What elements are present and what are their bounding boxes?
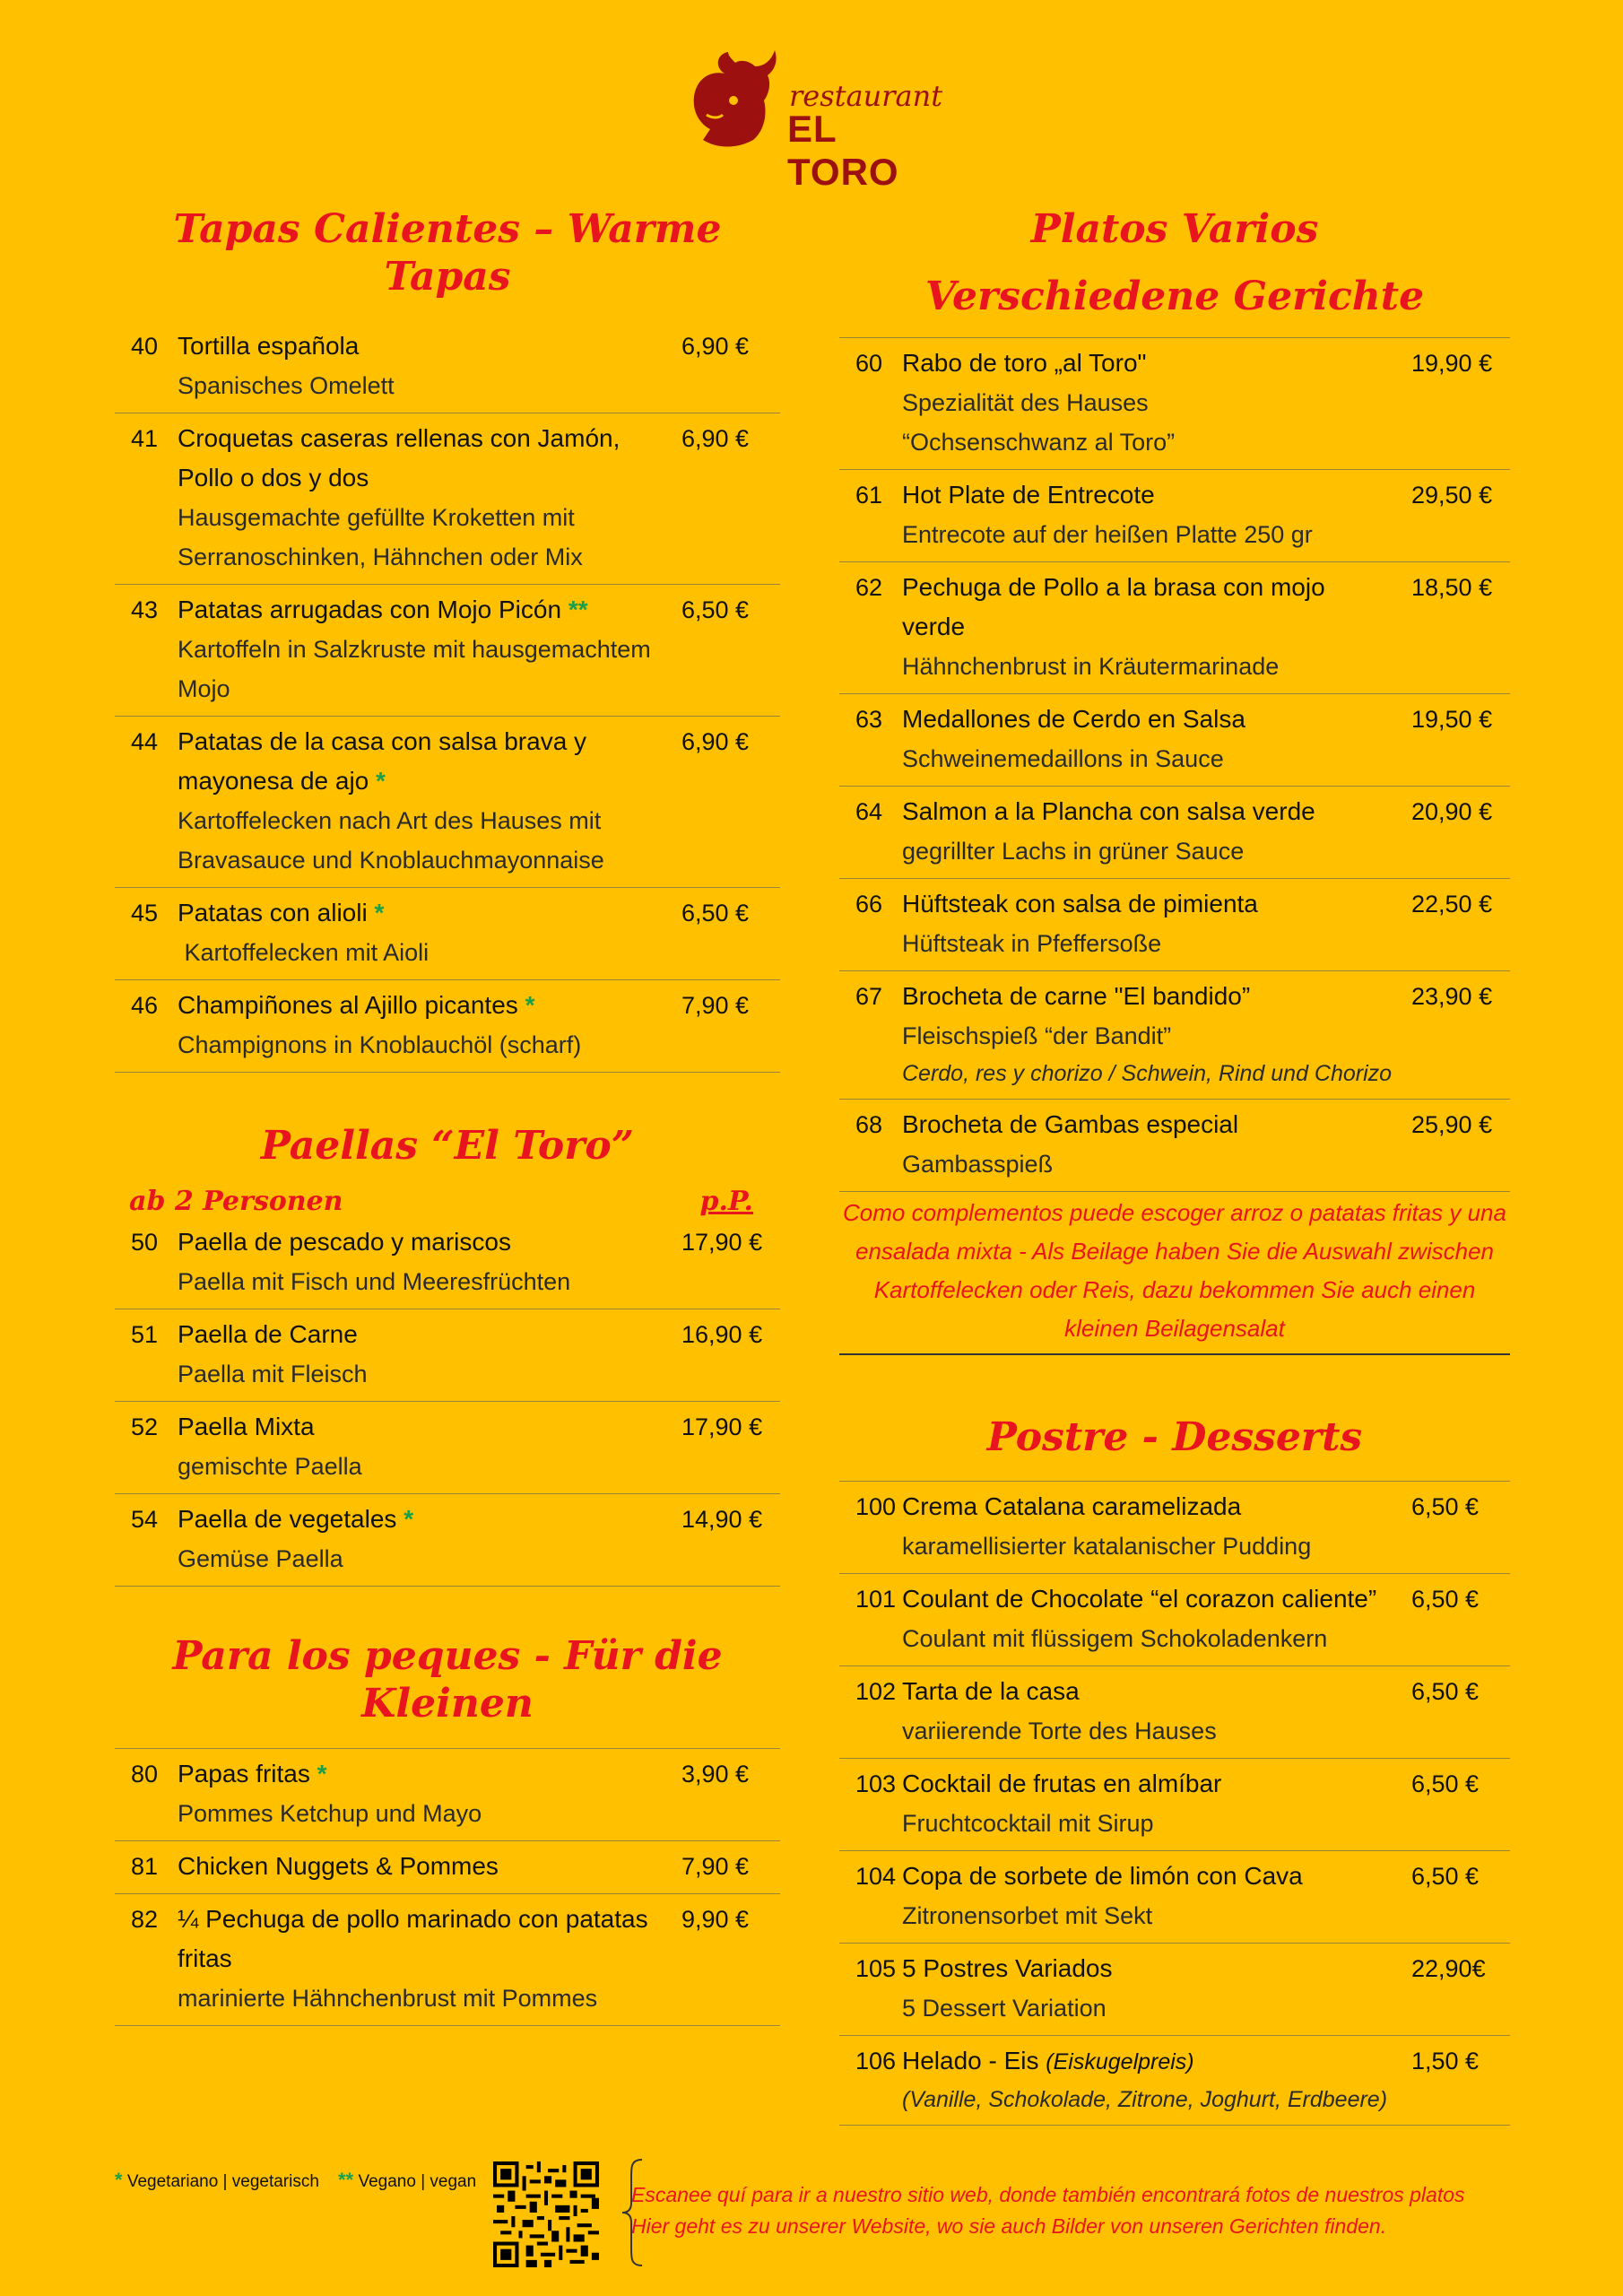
- item-name-line: [178, 1222, 664, 1262]
- item-text: [902, 1672, 1393, 1751]
- item-name: ¼ Pechuga de pollo marinado con patatas fritas: [178, 1904, 648, 1972]
- item-text: [902, 1857, 1393, 1935]
- qr-code-icon: [493, 2161, 599, 2267]
- item-price: 22,50 €: [1411, 890, 1493, 918]
- menu-item: [115, 717, 780, 888]
- left-column: [115, 206, 780, 2026]
- qr-code[interactable]: [493, 2161, 599, 2267]
- item-description: Paella mit Fisch und Meeresfrüchten: [178, 1268, 571, 1296]
- item-name-line: [902, 1579, 1393, 1619]
- item-price: 6,90 €: [681, 727, 750, 755]
- item-number: 68: [855, 1110, 883, 1138]
- item-text: [178, 1222, 664, 1301]
- item-text: [902, 475, 1393, 554]
- desserts-title: Postre - Desserts: [986, 1413, 1363, 1460]
- website-note-es: Escanee quí para ir a nuestro sitio web, donde también encontrará fotos de nuestros platos: [631, 2183, 1465, 2206]
- item-price: 20,90 €: [1411, 797, 1493, 825]
- item-name-line: [902, 1949, 1393, 1988]
- menu-item: [115, 1309, 780, 1402]
- item-description: Spanisches Omelett: [178, 371, 395, 399]
- item-description: Hähnchenbrust in Kräutermarinade: [902, 652, 1280, 680]
- item-description: variierende Torte des Hauses: [902, 1718, 1217, 1745]
- item-number: 105: [855, 1955, 897, 1983]
- platos-list: [839, 337, 1510, 1192]
- item-description: “Ochsenschwanz al Toro”: [902, 428, 1176, 456]
- item-price: 6,50 €: [1411, 1863, 1480, 1891]
- item-number: 67: [855, 982, 883, 1010]
- menu-item: [115, 413, 780, 585]
- item-name-line: [178, 1847, 664, 1886]
- paellas-subhead: [115, 1186, 780, 1217]
- item-name: Patatas con alioli: [178, 898, 368, 926]
- menu-item: [839, 879, 1510, 971]
- item-name-line: [178, 1500, 664, 1539]
- item-price: 6,50 €: [1411, 1678, 1480, 1706]
- menu-item: [839, 470, 1510, 562]
- item-price: 23,90 €: [1411, 982, 1493, 1010]
- item-description: Hüftsteak in Pfeffersoße: [902, 929, 1162, 957]
- item-description: Gemüse Paella: [178, 1545, 343, 1573]
- vegetarian-mark: *: [317, 1759, 327, 1787]
- item-price: 3,90 €: [681, 1760, 750, 1787]
- menu-item: [115, 585, 780, 717]
- vegetarian-mark: *: [374, 898, 385, 926]
- item-price: 6,50 €: [681, 899, 750, 926]
- item-name: Paella de Carne: [178, 1320, 358, 1349]
- item-price: 1,50 €: [1411, 2048, 1480, 2075]
- vegan-label: Vegano | vegan: [358, 2172, 477, 2191]
- menu-item: [115, 321, 780, 413]
- menu-item: [839, 1944, 1510, 2036]
- item-name-line: [178, 986, 664, 1025]
- menu-item: [839, 1482, 1510, 1574]
- item-name: Pechuga de Pollo a la brasa con mojo verde: [902, 572, 1325, 640]
- item-price: 17,90 €: [681, 1229, 763, 1257]
- menu-item: [839, 1574, 1510, 1666]
- item-name-line: [178, 1754, 664, 1794]
- item-price: 25,90 €: [1411, 1110, 1493, 1138]
- logo-line2: EL TORO: [787, 108, 899, 193]
- item-text: [902, 884, 1393, 963]
- item-number: 52: [131, 1413, 159, 1441]
- item-text: [902, 568, 1393, 686]
- item-name: Paella de vegetales: [178, 1505, 397, 1534]
- item-name: Patatas arrugadas con Mojo Picón: [178, 595, 562, 623]
- item-name: Chicken Nuggets & Pommes: [178, 1851, 499, 1880]
- item-name: Cocktail de frutas en almíbar: [902, 1770, 1222, 1798]
- item-text: [178, 893, 664, 972]
- paellas-persons: ab 2 Personen: [129, 1186, 343, 1218]
- item-price: 22,90€: [1411, 1955, 1486, 1983]
- item-description: gemischte Paella: [178, 1453, 362, 1481]
- menu-item: [839, 1100, 1510, 1192]
- item-description: gegrillter Lachs in grüner Sauce: [902, 837, 1245, 865]
- website-note-de: Hier geht es zu unserer Website, wo sie auch Bilder von unseren Gerichten finden.: [631, 2214, 1387, 2238]
- item-number: 63: [855, 705, 883, 733]
- item-number: 100: [855, 1493, 897, 1521]
- item-name-line: [178, 1407, 664, 1447]
- item-text: [902, 792, 1393, 871]
- item-name: Papas fritas: [178, 1759, 310, 1787]
- item-description: marinierte Hähnchenbrust mit Pommes: [178, 1984, 598, 2012]
- item-name-line: [178, 326, 664, 366]
- item-text: [178, 1847, 664, 1886]
- item-name-line: [178, 419, 664, 498]
- item-description: Fleischspieß “der Bandit”: [902, 1022, 1172, 1049]
- item-price: 6,90 €: [681, 332, 750, 360]
- item-name-line: [178, 722, 664, 801]
- item-description: Kartoffelecken nach Art des Hauses mit Bravasauce und Knoblauchmayonnaise: [178, 806, 608, 874]
- item-text: [902, 2041, 1393, 2118]
- item-number: 45: [131, 899, 159, 926]
- vegetarian-mark: *: [404, 1505, 414, 1534]
- item-text: [178, 1407, 664, 1486]
- menu-item: [839, 971, 1510, 1100]
- item-name-line: [902, 344, 1393, 383]
- item-number: 44: [131, 727, 159, 755]
- item-price: 14,90 €: [681, 1506, 763, 1534]
- menu-item: [839, 787, 1510, 879]
- item-name-line: [178, 590, 664, 630]
- item-text: [178, 1900, 664, 2018]
- vegetarian-mark: *: [115, 2169, 123, 2191]
- item-number: 46: [131, 991, 159, 1019]
- item-text: [902, 344, 1393, 462]
- item-name-line: [178, 893, 664, 933]
- item-price: 17,90 €: [681, 1413, 763, 1441]
- item-number: 102: [855, 1678, 897, 1706]
- menu-item: [115, 1894, 780, 2026]
- menu-item: [115, 1841, 780, 1894]
- item-number: 64: [855, 797, 883, 825]
- item-name: Hot Plate de Entrecote: [902, 480, 1155, 509]
- item-description: Pommes Ketchup und Mayo: [178, 1799, 482, 1827]
- item-text: [178, 986, 664, 1065]
- item-name-line: [902, 884, 1393, 924]
- item-name-line: [902, 568, 1393, 647]
- item-name: 5 Postres Variados: [902, 1954, 1113, 1983]
- item-name: Champiñones al Ajillo picantes: [178, 990, 518, 1019]
- item-name: Medallones de Cerdo en Salsa: [902, 704, 1245, 733]
- item-number: 61: [855, 481, 883, 509]
- vegan-mark: **: [568, 595, 588, 623]
- bull-logo-icon: [681, 43, 789, 160]
- item-name: Paella Mixta: [178, 1413, 315, 1441]
- menu-item: [839, 1759, 1510, 1851]
- right-column: [839, 206, 1510, 2126]
- item-number: 103: [855, 1770, 897, 1798]
- item-name-line: [902, 700, 1393, 739]
- item-name-extra: (Eiskugelpreis): [1046, 2049, 1194, 2075]
- item-name: Tarta de la casa: [902, 1677, 1080, 1706]
- menu-item: [839, 338, 1510, 470]
- item-price: 6,50 €: [1411, 1586, 1480, 1613]
- website-note: [631, 2179, 1465, 2242]
- item-text: [178, 1754, 664, 1833]
- item-price: 6,50 €: [1411, 1770, 1480, 1798]
- item-price: 19,90 €: [1411, 349, 1493, 377]
- vegetarian-mark: *: [376, 766, 386, 795]
- tapas-list: [115, 321, 780, 1073]
- item-description: Spezialität des Hauses: [902, 388, 1149, 416]
- paellas-title: Paellas “El Toro”: [260, 1122, 635, 1169]
- item-name-line: [902, 1672, 1393, 1711]
- platos-title: Platos Varios: [1030, 206, 1319, 252]
- item-description: Kartoffeln in Salzkruste mit hausgemachtem Mojo: [178, 635, 658, 702]
- item-detail: Cerdo, res y chorizo / Schwein, Rind und Chorizo: [902, 1060, 1393, 1086]
- kids-list: [115, 1748, 780, 2026]
- menu-item: [115, 1402, 780, 1494]
- item-number: 40: [131, 332, 159, 360]
- item-name: Coulant de Chocolate “el corazon caliente”: [902, 1585, 1377, 1613]
- item-text: [902, 1949, 1393, 2028]
- item-text: [902, 1487, 1393, 1566]
- item-name-line: [902, 1105, 1393, 1144]
- item-price: 6,90 €: [681, 424, 750, 452]
- item-name-line: [902, 977, 1393, 1016]
- menu-item: [115, 888, 780, 980]
- item-price: 6,50 €: [1411, 1493, 1480, 1521]
- item-text: [178, 1315, 664, 1394]
- item-text: [178, 722, 664, 880]
- item-number: 101: [855, 1586, 897, 1613]
- item-text: [178, 326, 664, 405]
- item-text: [178, 419, 664, 577]
- item-name: Brocheta de Gambas especial: [902, 1109, 1239, 1138]
- item-number: 66: [855, 890, 883, 918]
- item-description: karamellisierter katalanischer Pudding: [902, 1533, 1312, 1561]
- menu-item: [839, 1851, 1510, 1944]
- item-description: Paella mit Fleisch: [178, 1361, 368, 1388]
- restaurant-logo: [681, 43, 950, 193]
- item-name-line: [902, 1764, 1393, 1804]
- item-number: 54: [131, 1506, 159, 1534]
- item-name-line: [178, 1315, 664, 1354]
- item-number: 80: [131, 1760, 159, 1787]
- item-number: 60: [855, 349, 883, 377]
- menu-item: [115, 1217, 780, 1309]
- menu-item: [839, 1666, 1510, 1759]
- item-name-line: [902, 475, 1393, 515]
- item-number: 43: [131, 596, 159, 623]
- item-price: 29,50 €: [1411, 481, 1493, 509]
- item-text: [178, 1500, 664, 1578]
- item-name: Helado - Eis: [902, 2047, 1039, 2075]
- item-name: Rabo de toro „al Toro": [902, 348, 1147, 377]
- item-price: 16,90 €: [681, 1321, 763, 1349]
- item-text: [902, 1105, 1393, 1184]
- item-number: 51: [131, 1321, 159, 1349]
- tapas-title: Tapas Calientes – Warme Tapas: [173, 206, 722, 300]
- item-number: 41: [131, 424, 159, 452]
- desserts-list: [839, 1481, 1510, 2126]
- item-description: Entrecote auf der heißen Platte 250 gr: [902, 520, 1313, 548]
- item-name-line: [902, 2041, 1393, 2082]
- item-name: Salmon a la Plancha con salsa verde: [902, 796, 1315, 825]
- item-price: 7,90 €: [681, 1852, 750, 1880]
- item-description: Hausgemachte gefüllte Kroketten mit Serranoschinken, Hähnchen oder Mix: [178, 503, 583, 570]
- item-text: [902, 700, 1393, 778]
- item-name-line: [902, 792, 1393, 831]
- item-text: [902, 977, 1393, 1091]
- item-name: Croquetas caseras rellenas con Jamón, Pollo o dos y dos: [178, 423, 621, 491]
- item-description: Schweinemedaillons in Sauce: [902, 744, 1224, 772]
- item-number: 62: [855, 573, 883, 601]
- platos-subtitle: Verschiedene Gerichte: [924, 273, 1425, 319]
- item-name-line: [902, 1487, 1393, 1526]
- item-description: Champignons in Knoblauchöl (scharf): [178, 1031, 582, 1058]
- sides-note: Como complementos puede escoger arroz o patatas fritas y una ensalada mixta - Als Beilage haben Sie die Auswahl zwischen Kartoffelecken oder Reis, dazu bekommen Sie auch einen kleinen Beilagensalat: [839, 1192, 1510, 1355]
- item-description: Fruchtcocktail mit Sirup: [902, 1810, 1154, 1838]
- logo-line1: restaurant: [789, 79, 943, 113]
- item-text: [902, 1579, 1393, 1658]
- paellas-pp: p.P.: [699, 1186, 753, 1218]
- item-name: Hüftsteak con salsa de pimienta: [902, 889, 1258, 918]
- item-number: 81: [131, 1852, 159, 1880]
- diet-legend: [115, 2169, 476, 2192]
- menu-item: [115, 1494, 780, 1587]
- item-description: Kartoffelecken mit Aioli: [178, 938, 430, 966]
- item-number: 82: [131, 1905, 159, 1933]
- menu-item: [839, 562, 1510, 694]
- item-number: 50: [131, 1229, 159, 1257]
- item-number: 104: [855, 1863, 897, 1891]
- menu-item: [115, 980, 780, 1073]
- item-name: Paella de pescado y mariscos: [178, 1228, 511, 1257]
- item-number: 106: [855, 2048, 897, 2075]
- item-name: Brocheta de carne "El bandido”: [902, 981, 1251, 1010]
- item-name: Crema Catalana caramelizada: [902, 1492, 1242, 1521]
- item-name: Tortilla española: [178, 331, 360, 360]
- item-detail: (Vanille, Schokolade, Zitrone, Joghurt, Erdbeere): [902, 2087, 1388, 2113]
- item-text: [178, 590, 664, 709]
- vegetarian-label: Vegetariano | vegetarisch: [126, 2172, 319, 2191]
- item-description: 5 Dessert Variation: [902, 1995, 1107, 2022]
- item-price: 6,50 €: [681, 596, 750, 623]
- menu-item: [115, 1749, 780, 1841]
- vegan-mark: **: [338, 2169, 354, 2191]
- item-price: 9,90 €: [681, 1905, 750, 1933]
- item-price: 7,90 €: [681, 991, 750, 1019]
- item-name: Patatas de la casa con salsa brava y mayonesa de ajo: [178, 726, 587, 795]
- item-name-line: [178, 1900, 664, 1979]
- item-text: [902, 1764, 1393, 1843]
- menu-item: [839, 2036, 1510, 2126]
- item-name: Copa de sorbete de limón con Cava: [902, 1862, 1303, 1891]
- vegetarian-mark: *: [525, 990, 535, 1019]
- paellas-list: [115, 1217, 780, 1587]
- item-name-line: [902, 1857, 1393, 1896]
- kids-title: Para los peques - Für die Kleinen: [172, 1633, 723, 1727]
- item-description: Coulant mit flüssigem Schokoladenkern: [902, 1625, 1328, 1653]
- item-description: Zitronensorbet mit Sekt: [902, 1902, 1153, 1930]
- item-price: 18,50 €: [1411, 573, 1493, 601]
- menu-item: [839, 694, 1510, 787]
- item-description: Gambasspieß: [902, 1150, 1054, 1178]
- item-price: 19,50 €: [1411, 705, 1493, 733]
